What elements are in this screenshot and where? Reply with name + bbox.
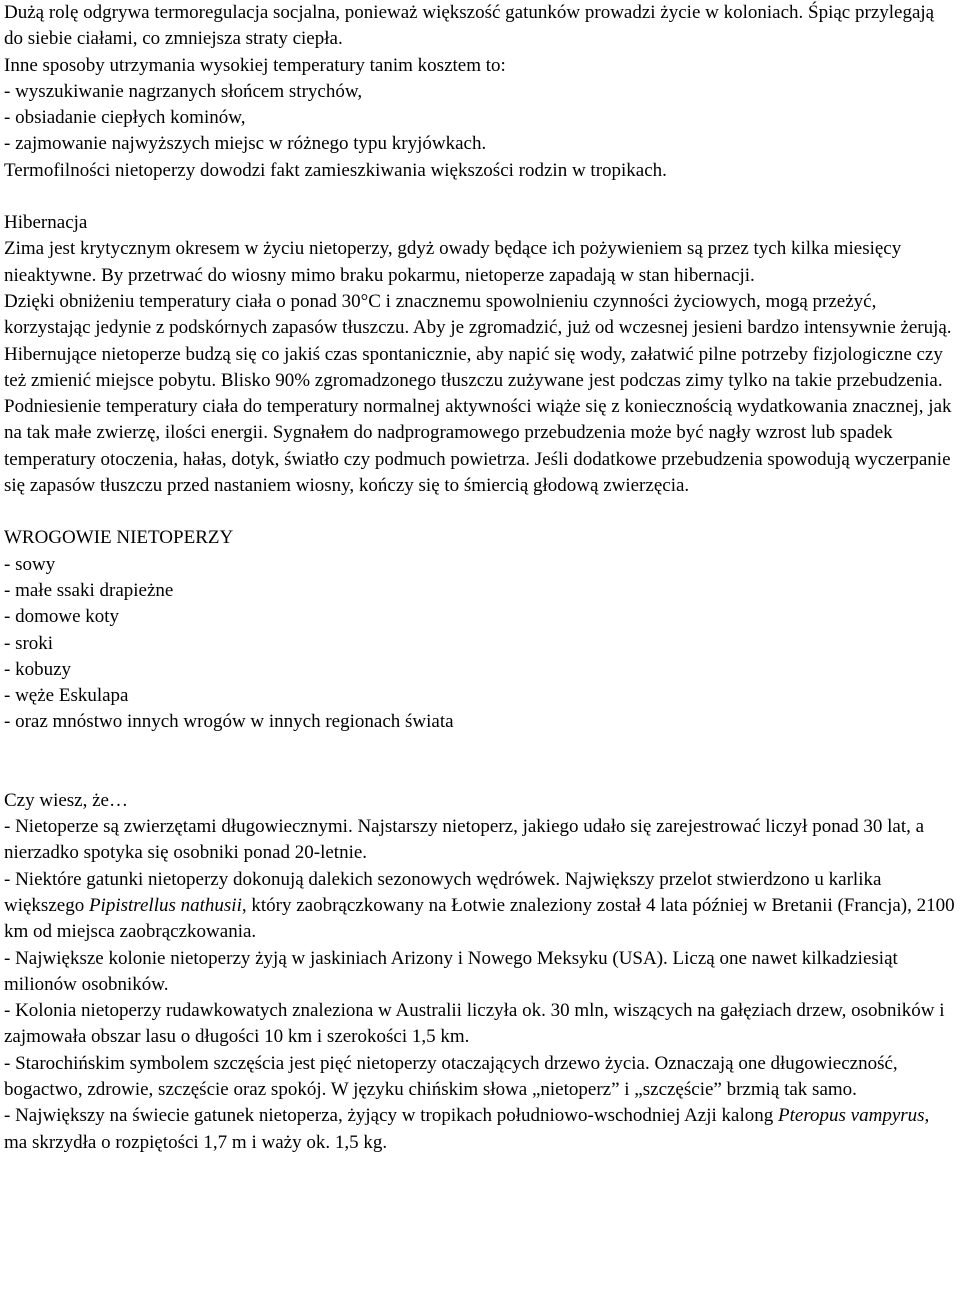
intro-paragraph: Dużą rolę odgrywa termoregulacja socjalna, ponieważ większość gatunków prowadzi życie w koloniach. Śpiąc przylegają do siebie ciałami, co zmniejsza straty ciepła. xyxy=(4,2,935,50)
list-item: - węże Eskulapa xyxy=(4,685,129,707)
list-item: - sowy xyxy=(4,553,56,575)
list-item: - domowe koty xyxy=(4,606,120,628)
fact-paragraph: - Największe kolonie nietoperzy żyją w jaskiniach Arizony i Nowego Meksyku (USA). Liczą one nawet kilkadziesiąt milionów osobników. xyxy=(4,947,898,995)
list-item: - wyszukiwanie nagrzanych słońcem strychów, xyxy=(4,80,363,102)
document-page xyxy=(4,0,956,1156)
list-item: - kobuzy xyxy=(4,658,72,680)
fact-paragraph: - Starochińskim symbolem szczęścia jest pięć nietoperzy otaczających drzewo życia. Oznaczają one długowieczność, bogactwo, zdrowie, szczęście oraz spokój. W języku chińskim słowa „nietoperz” i „szczęście” brzmią tak samo. xyxy=(4,1052,898,1100)
section-heading: Hibernacja xyxy=(4,212,88,234)
section-heading: Czy wiesz, że… xyxy=(4,789,128,811)
fact-text: - Największy na świecie gatunek nietoperza, żyjący w tropikach południowo-wschodniej Azji kalong xyxy=(4,1105,779,1127)
fact-paragraph xyxy=(4,1103,956,1156)
hibernation-paragraph: Dzięki obniżeniu temperatury ciała o ponad 30°C i znacznemu spowolnieniu czynności życiowych, mogą przeżyć, korzystając jedynie z podskórnych zapasów tłuszczu. Aby je zgromadzić, już od wczesnej jesieni bardzo intensywnie żerują. xyxy=(4,290,952,339)
list-item: - małe ssaki drapieżne xyxy=(4,579,174,601)
list-item: - obsiadanie ciepłych kominów, xyxy=(4,107,246,129)
intro-ways-lead: Inne sposoby utrzymania wysokiej temperatury tanim kosztem to: xyxy=(4,54,506,76)
fact-paragraph: - Kolonia nietoperzy rudawkowatych znaleziona w Australii liczyła ok. 30 mln, wiszących na gałęziach drzew, osobników i zajmowała obszar lasu o długości 10 km i szerokości 1,5 km. xyxy=(4,1000,945,1048)
warming-ways-list xyxy=(4,79,956,158)
fact-paragraph: - Nietoperze są zwierzętami długowiecznymi. Najstarszy nietoperz, jakiego udało się zarejestrować liczył ponad 30 lat, a nierzadko spotyka się osobniki ponad 20-letnie. xyxy=(4,816,925,864)
thermophily-paragraph: Termofilności nietoperzy dowodzi fakt zamieszkiwania większości rodzin w tropikach. xyxy=(4,159,667,181)
hibernation-section xyxy=(4,210,956,499)
hibernation-paragraph: Hibernujące nietoperze budzą się co jakiś czas spontanicznie, aby napić się wody, załatwić pilne potrzeby fizjologiczne czy też zmienić miejsce pobytu. Blisko 90% zgromadzonego tłuszczu zużywane jest podczas zimy tylko na takie przebudzenia. Podniesienie temperatury ciała do temperatury normalnej aktywności wiąże się z koniecznością wydatkowania znacznej, jak na tak małe zwierzę, ilości energii. Sygnałem do nadprogramowego przebudzenia może być nagły wzrost lub spadek temperatury otoczenia, hałas, dotyk, światło czy podmuch powietrza. Jeśli dodatkowe przebudzenia spowodują wyczerpanie się zapasów tłuszczu przed nastaniem wiosny, kończy się to śmiercią głodową zwierzęcia. xyxy=(4,343,952,497)
fact-text: , ma skrzydła o rozpiętości 1,7 m i waży ok. 1,5 kg. xyxy=(4,1105,930,1153)
hibernation-paragraph: Zima jest krytycznym okresem w życiu nietoperzy, gdyż owady będące ich pożywieniem są przez tych kilka miesięcy nieaktywne. By przetrwać do wiosny mimo braku pokarmu, nietoperze zapadają w stan hibernacji. xyxy=(4,238,902,286)
spacer xyxy=(4,184,956,210)
enemies-list xyxy=(4,552,956,736)
list-item: - zajmowanie najwyższych miejsc w różnego typu kryjówkach. xyxy=(4,133,487,155)
intro-section xyxy=(4,0,956,184)
list-item: - oraz mnóstwo innych wrogów w innych regionach świata xyxy=(4,711,454,733)
section-heading: WROGOWIE NIETOPERZY xyxy=(4,527,234,549)
species-name: Pteropus vampyrus xyxy=(778,1105,925,1127)
species-name: Pipistrellus nathusii xyxy=(88,894,242,916)
facts-section xyxy=(4,788,956,1156)
spacer xyxy=(4,736,956,788)
spacer xyxy=(4,499,956,525)
enemies-section xyxy=(4,525,956,735)
list-item: - sroki xyxy=(4,632,54,654)
fact-text: - Niektóre gatunki nietoperzy dokonują dalekich sezonowych wędrówek. Największy przelot stwierdzono u karlika większego xyxy=(4,868,882,916)
fact-paragraph xyxy=(4,867,956,946)
fact-text: , który zaobrączkowany na Łotwie znaleziony został 4 lata później w Bretanii (Francja), 2100 km od miejsca zaobrączkowania. xyxy=(4,894,955,943)
